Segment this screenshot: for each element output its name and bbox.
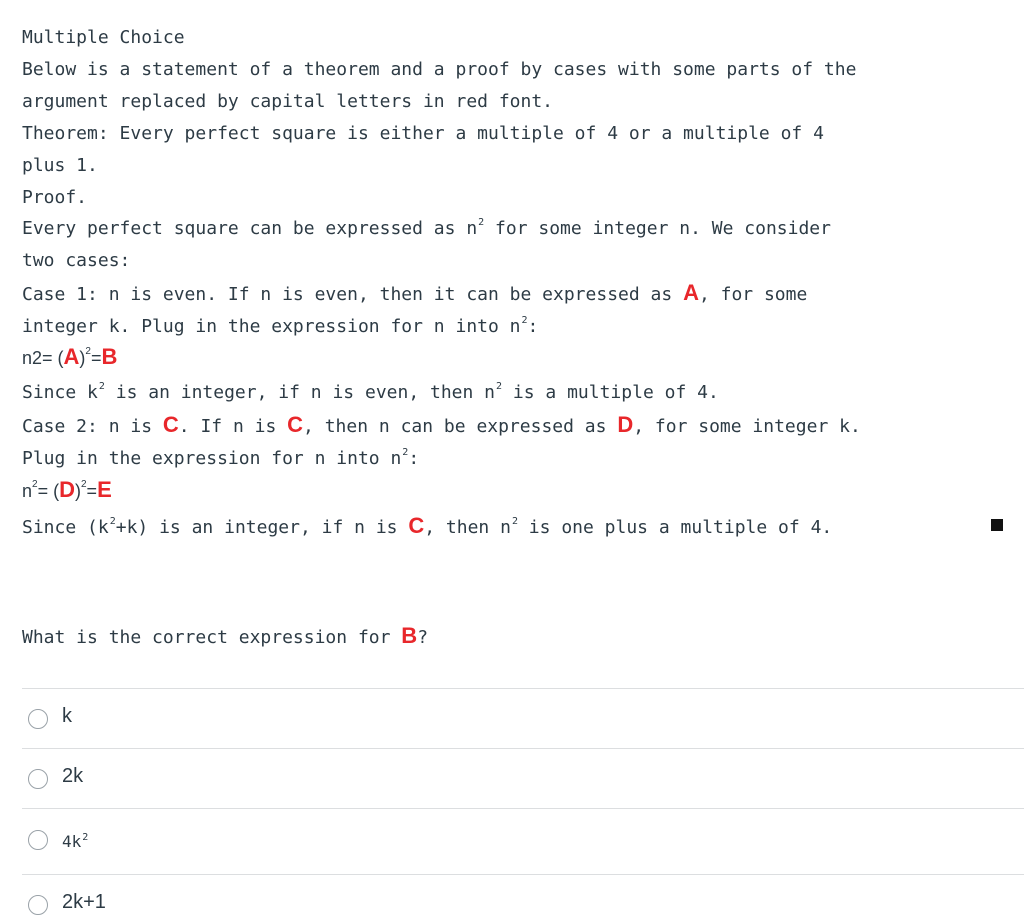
text: = (86, 481, 98, 501)
option-label[interactable]: 2k (62, 765, 84, 787)
since-1 (22, 382, 719, 403)
blank-b: B (101, 344, 118, 369)
heading: Multiple Choice (22, 27, 185, 48)
exponent: 2 (98, 381, 105, 392)
exponent: 2 (82, 832, 89, 843)
text: ) (79, 348, 86, 368)
exponent: 2 (478, 217, 485, 228)
question (22, 623, 428, 649)
divider (22, 748, 1024, 749)
exponent: 2 (80, 479, 87, 490)
blank-c: C (287, 412, 304, 437)
intro-line-1: Below is a statement of a theorem and a proof by cases with some parts of the (22, 59, 857, 80)
option-label[interactable] (62, 832, 88, 851)
case2-line (22, 412, 861, 438)
equation-1 (22, 344, 117, 370)
option-label[interactable]: 2k+1 (62, 891, 106, 913)
divider (22, 874, 1024, 875)
option-label[interactable]: k (62, 705, 72, 727)
text: n (22, 481, 33, 501)
text: Plug in the expression for n into n (22, 448, 402, 469)
exponent: 2 (32, 479, 38, 490)
exponent: 2 (85, 346, 91, 357)
text: +k) is an integer, if n is (115, 517, 409, 538)
text: 4k (62, 832, 82, 851)
divider (22, 688, 1024, 689)
blank-a: A (683, 280, 699, 305)
text: , then n can be expressed as (303, 416, 618, 437)
plug-2 (22, 448, 419, 469)
radio-button[interactable] (28, 709, 48, 729)
since-2 (22, 513, 832, 539)
blank-a: A (63, 344, 80, 369)
text: is a multiple of 4. (502, 382, 719, 403)
text: is an integer, if n is even, then n (104, 382, 496, 403)
theorem-line-2: plus 1. (22, 155, 98, 176)
text: : (408, 448, 420, 469)
blank-b: B (401, 623, 418, 648)
text: integer k. Plug in the expression for n into n (22, 316, 521, 337)
exponent: 2 (511, 516, 518, 527)
radio-button[interactable] (28, 895, 48, 915)
text: = (90, 348, 102, 368)
proof-line-1 (22, 218, 831, 239)
divider (22, 808, 1024, 809)
theorem-line-1: Theorem: Every perfect square is either a multiple of 4 or a multiple of 4 (22, 123, 824, 144)
blank-d: D (59, 477, 75, 502)
text: : (527, 316, 539, 337)
text: Every perfect square can be expressed as n (22, 218, 478, 239)
blank-c: C (162, 412, 179, 437)
case1-line (22, 280, 807, 306)
exponent: 2 (109, 516, 116, 527)
text: . If n is (178, 416, 288, 437)
proof-line-2: two cases: (22, 250, 131, 271)
case1-line-2 (22, 316, 538, 337)
exponent: 2 (521, 315, 528, 326)
text: , for some integer k. (633, 416, 861, 437)
blank-c: C (408, 513, 425, 538)
text: Since k (22, 382, 98, 403)
text: = ( (37, 481, 60, 501)
text: , for some (698, 284, 808, 305)
blank-e: E (97, 477, 112, 502)
text: for some integer n. We consider (484, 218, 831, 239)
blank-d: D (617, 412, 634, 437)
text: ? (417, 627, 429, 648)
text: n2= ( (22, 348, 64, 368)
text: What is the correct expression for (22, 627, 402, 648)
text: ) (74, 481, 81, 501)
proof-label: Proof. (22, 187, 88, 208)
text: Since (k (22, 517, 109, 538)
exponent: 2 (496, 381, 503, 392)
text: Case 1: n is even. If n is even, then it can be expressed as (22, 284, 684, 305)
text: Case 2: n is (22, 416, 163, 437)
text: , then n (424, 517, 511, 538)
text: is one plus a multiple of 4. (517, 517, 833, 538)
radio-button[interactable] (28, 830, 48, 850)
qed-square (991, 519, 1003, 531)
radio-button[interactable] (28, 769, 48, 789)
exponent: 2 (402, 447, 409, 458)
intro-line-2: argument replaced by capital letters in red font. (22, 91, 554, 112)
equation-2 (22, 477, 112, 503)
